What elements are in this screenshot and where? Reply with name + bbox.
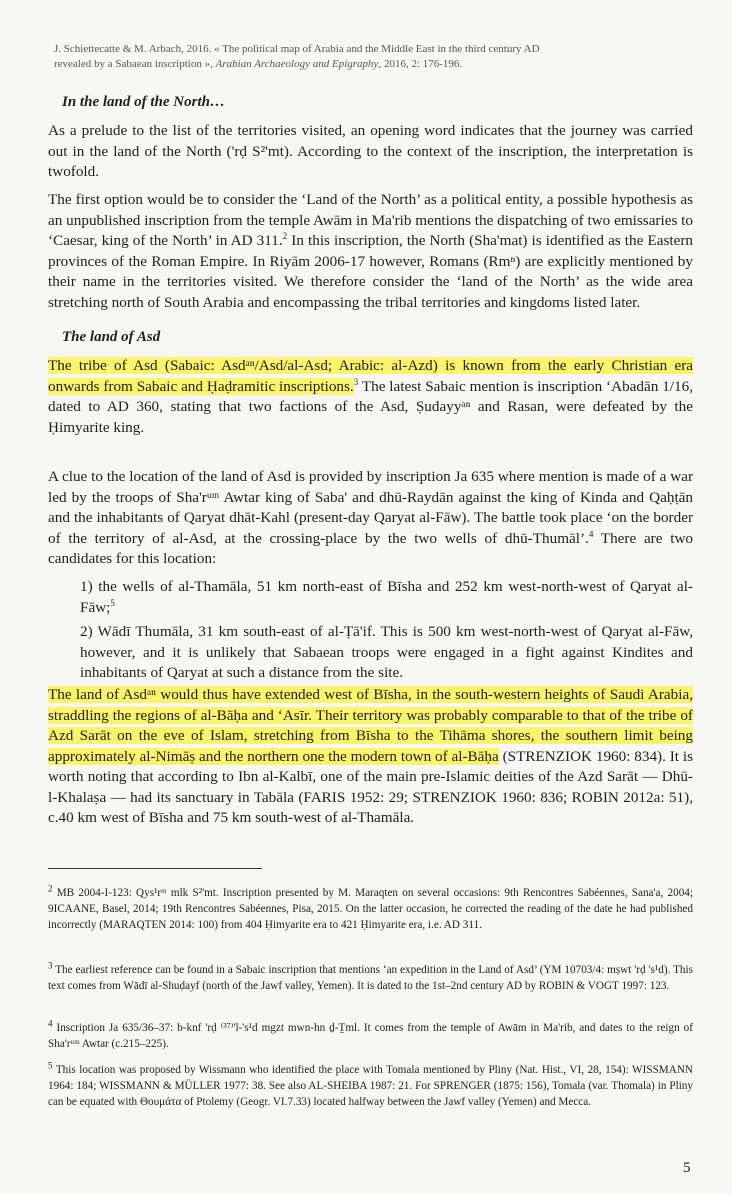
section-heading-asd: The land of Asd <box>62 329 161 345</box>
highlighted-text: The tribe of Asd (Sabaic: Asdᵃⁿ/Asd/al-Asd; Arabic: al-Azd) is known from the early Christian era onwards from Sabaic and Ḥaḍramitic inscriptions. <box>48 357 693 395</box>
list-item-1: 1) the wells of al-Thamāla, 51 km north-east of Bīsha and 252 km west-north-west of Qaryat al-Fāw;$^5$ <box>80 578 693 616</box>
footnote-ref-4: 4 <box>588 528 594 539</box>
footnote-2: $^2$ MB 2004-I-123: Qys¹rᵐ mlk S²'mt. Inscription presented by M. Maraqten on several occasions: 9th Rencontres Sabéennes, Sana'a, 2004; 9ICAANE, Basel, 2014; 19th Rencontres Sabéennes, Pisa, 2015. On the latter occasion, he corrected the reading of the date he had published incorrectly (MARAQTEN 2014: 100) from 404 Ḥimyarite era to 421 Ḥimyarite era, i.e. AD 311. <box>48 883 693 931</box>
footnote-5: $^5$ This location was proposed by Wissmann who identified the place with Tomala mentioned by Pliny (Nat. Hist., VI, 28, 154): WISSMANN 1964: 184; WISSMANN & MÜLLER 1977: 38. See also AL-SHEIBA 1987: 21. For SPRENGER (1875: 156), Tomala (var. Thomala) in Pliny can be equated with Θουμάτα of Ptolemy (Geogr. VI.7.33) located halfway between the Jawf valley (Yemen) and Mecca. <box>48 1060 693 1108</box>
section-heading-north: In the land of the North… <box>62 94 225 110</box>
footnote-3: $^3$ The earliest reference can be found in a Sabaic inscription that mentions ‘an expedition in the Land of Asd’ (YM 10703/4: mṣwt 'rḍ 's¹d). This text comes from Wādī al-Shuḍayf (north of the Jawf valley, Yemen). It is dated to the 1st–2nd century AD by ROBIN & VOGT 1997: 123. <box>48 960 693 992</box>
paragraph-3: The tribe of Asd (Sabaic: Asdᵃⁿ/Asd/al-Asd; Arabic: al-Azd) is known from the early Christian era onwards from Sabaic and Ḥaḍramitic inscriptions.$^3$ The latest Sabaic mention is inscription ‘Abadān 1/16, dated to AD 360, stating that two factions of the Asd, Ṣudayyᵃⁿ and Rasan, were defeated by the Ḥimyarite king. <box>48 357 694 436</box>
journal-title: Arabian Archaeology and Epigraphy <box>215 58 379 70</box>
list-item-2: 2) Wādī Thumāla, 31 km south-east of al-Ṭā'if. This is 500 km west-north-west of Qaryat al-Fāw, however, and it is unlikely that Sabaean troops were engaged in a fight against Kindites and inhabitants of Qaryat at such a distance from the site. <box>80 623 693 681</box>
running-header <box>54 42 694 72</box>
header-line-1: J. Schiettecatte & M. Arbach, 2016. « The political map of Arabia and the Middle East in the third century AD <box>54 43 540 55</box>
paragraph-4: A clue to the location of the land of Asd is provided by inscription Ja 635 where mention is made of a war led by the troops of Sha'rᵘᵐ Awtar king of Saba' and dhū-Raydān against the king of Kinda and Qaḥṭān and the inhabitants of Qaryat dhāt-Kahl (present-day Qaryat al-Fāw). The battle took place ‘on the border of the territory of al-Asd, at the crossing-place by the two wells of dhū-Thumāl’.$^4$ There are two candidates for this location: <box>48 468 694 567</box>
paragraph-2: The first option would be to consider the ‘Land of the North’ as a political entity, a possible hypothesis as an unpublished inscription from the temple Awām in Ma'rib mentions the dispatching of two emissaries to ‘Caesar, king of the North’ in AD 311.$^2$ In this inscription, the North (Sha'mat) is identified as the Eastern provinces of the Roman Empire. In Riyām 2006-17 however, Romans (Rmⁿ) are explicitly mentioned by their name in the territories visited. We therefore consider the ‘land of the North’ as the wide area stretching north of South Arabia and encompassing the tribal territories and kingdoms listed later. <box>48 191 693 311</box>
header-line-2: revealed by a Sabaean inscription », Arabian Archaeology and Epigraphy, 2016, 2: 176-196. <box>54 58 463 70</box>
footnote-separator <box>48 868 262 869</box>
footnote-ref-3: 3 <box>353 376 359 387</box>
footnote-ref-5: 5 <box>110 597 115 608</box>
paragraph-1: As a prelude to the list of the territories visited, an opening word indicates that the journey was carried out in the land of the North ('rḍ S²'mt). According to the context of the inscription, the interpretation is twofold. <box>48 122 693 180</box>
paragraph-5: The land of Asdᵃⁿ would thus have extended west of Bīsha, in the south-western heights of Saudi Arabia, straddling the regions of al-Bāḥa and ‘Asīr. Their territory was probably comparable to that of the tribe of Azd Sarāt on the eve of Islam, stretching from Bīsha to the Tihāma shores, the southern limit being approximately al-Nimāṣ and the northern one the modern town of al-Bāḥa (STRENZIOK 1960: 834). It is worth noting that according to Ibn al-Kalbī, one of the main pre-Islamic deities of the Azd Sarāt — Dhū-l-Khalaṣa — had its sanctuary in Tabāla (FARIS 1952: 29; STRENZIOK 1960: 836; ROBIN 2012a: 51), c.40 km west of Bīsha and 75 km south-west of al-Thamāla. <box>48 686 693 826</box>
page-number: 5 <box>683 1160 691 1176</box>
footnote-4: $^4$ Inscription Ja 635/36–37: b-knf 'rḍ ⁽³⁷⁾'l-'s¹d mgzt mwn-hn ḏ-Ṯml. It comes from the temple of Awām in Ma'rib, and dates to the reign of Sha'rᵘᵐ Awtar (c.215–225). <box>48 1018 693 1050</box>
footnote-ref-2: 2 <box>282 230 288 241</box>
highlighted-text: The land of Asdᵃⁿ would thus have extended west of Bīsha, in the south-western heights of Saudi Arabia, straddling the regions of al-Bāḥa and ‘Asīr. Their territory was probably comparable to that of the tribe of Azd Sarāt on the eve of Islam, stretching from Bīsha to the Tihāma shores, the southern limit being approximately al-Nimāṣ and the northern one the modern town of al-Bāḥa <box>48 686 693 765</box>
